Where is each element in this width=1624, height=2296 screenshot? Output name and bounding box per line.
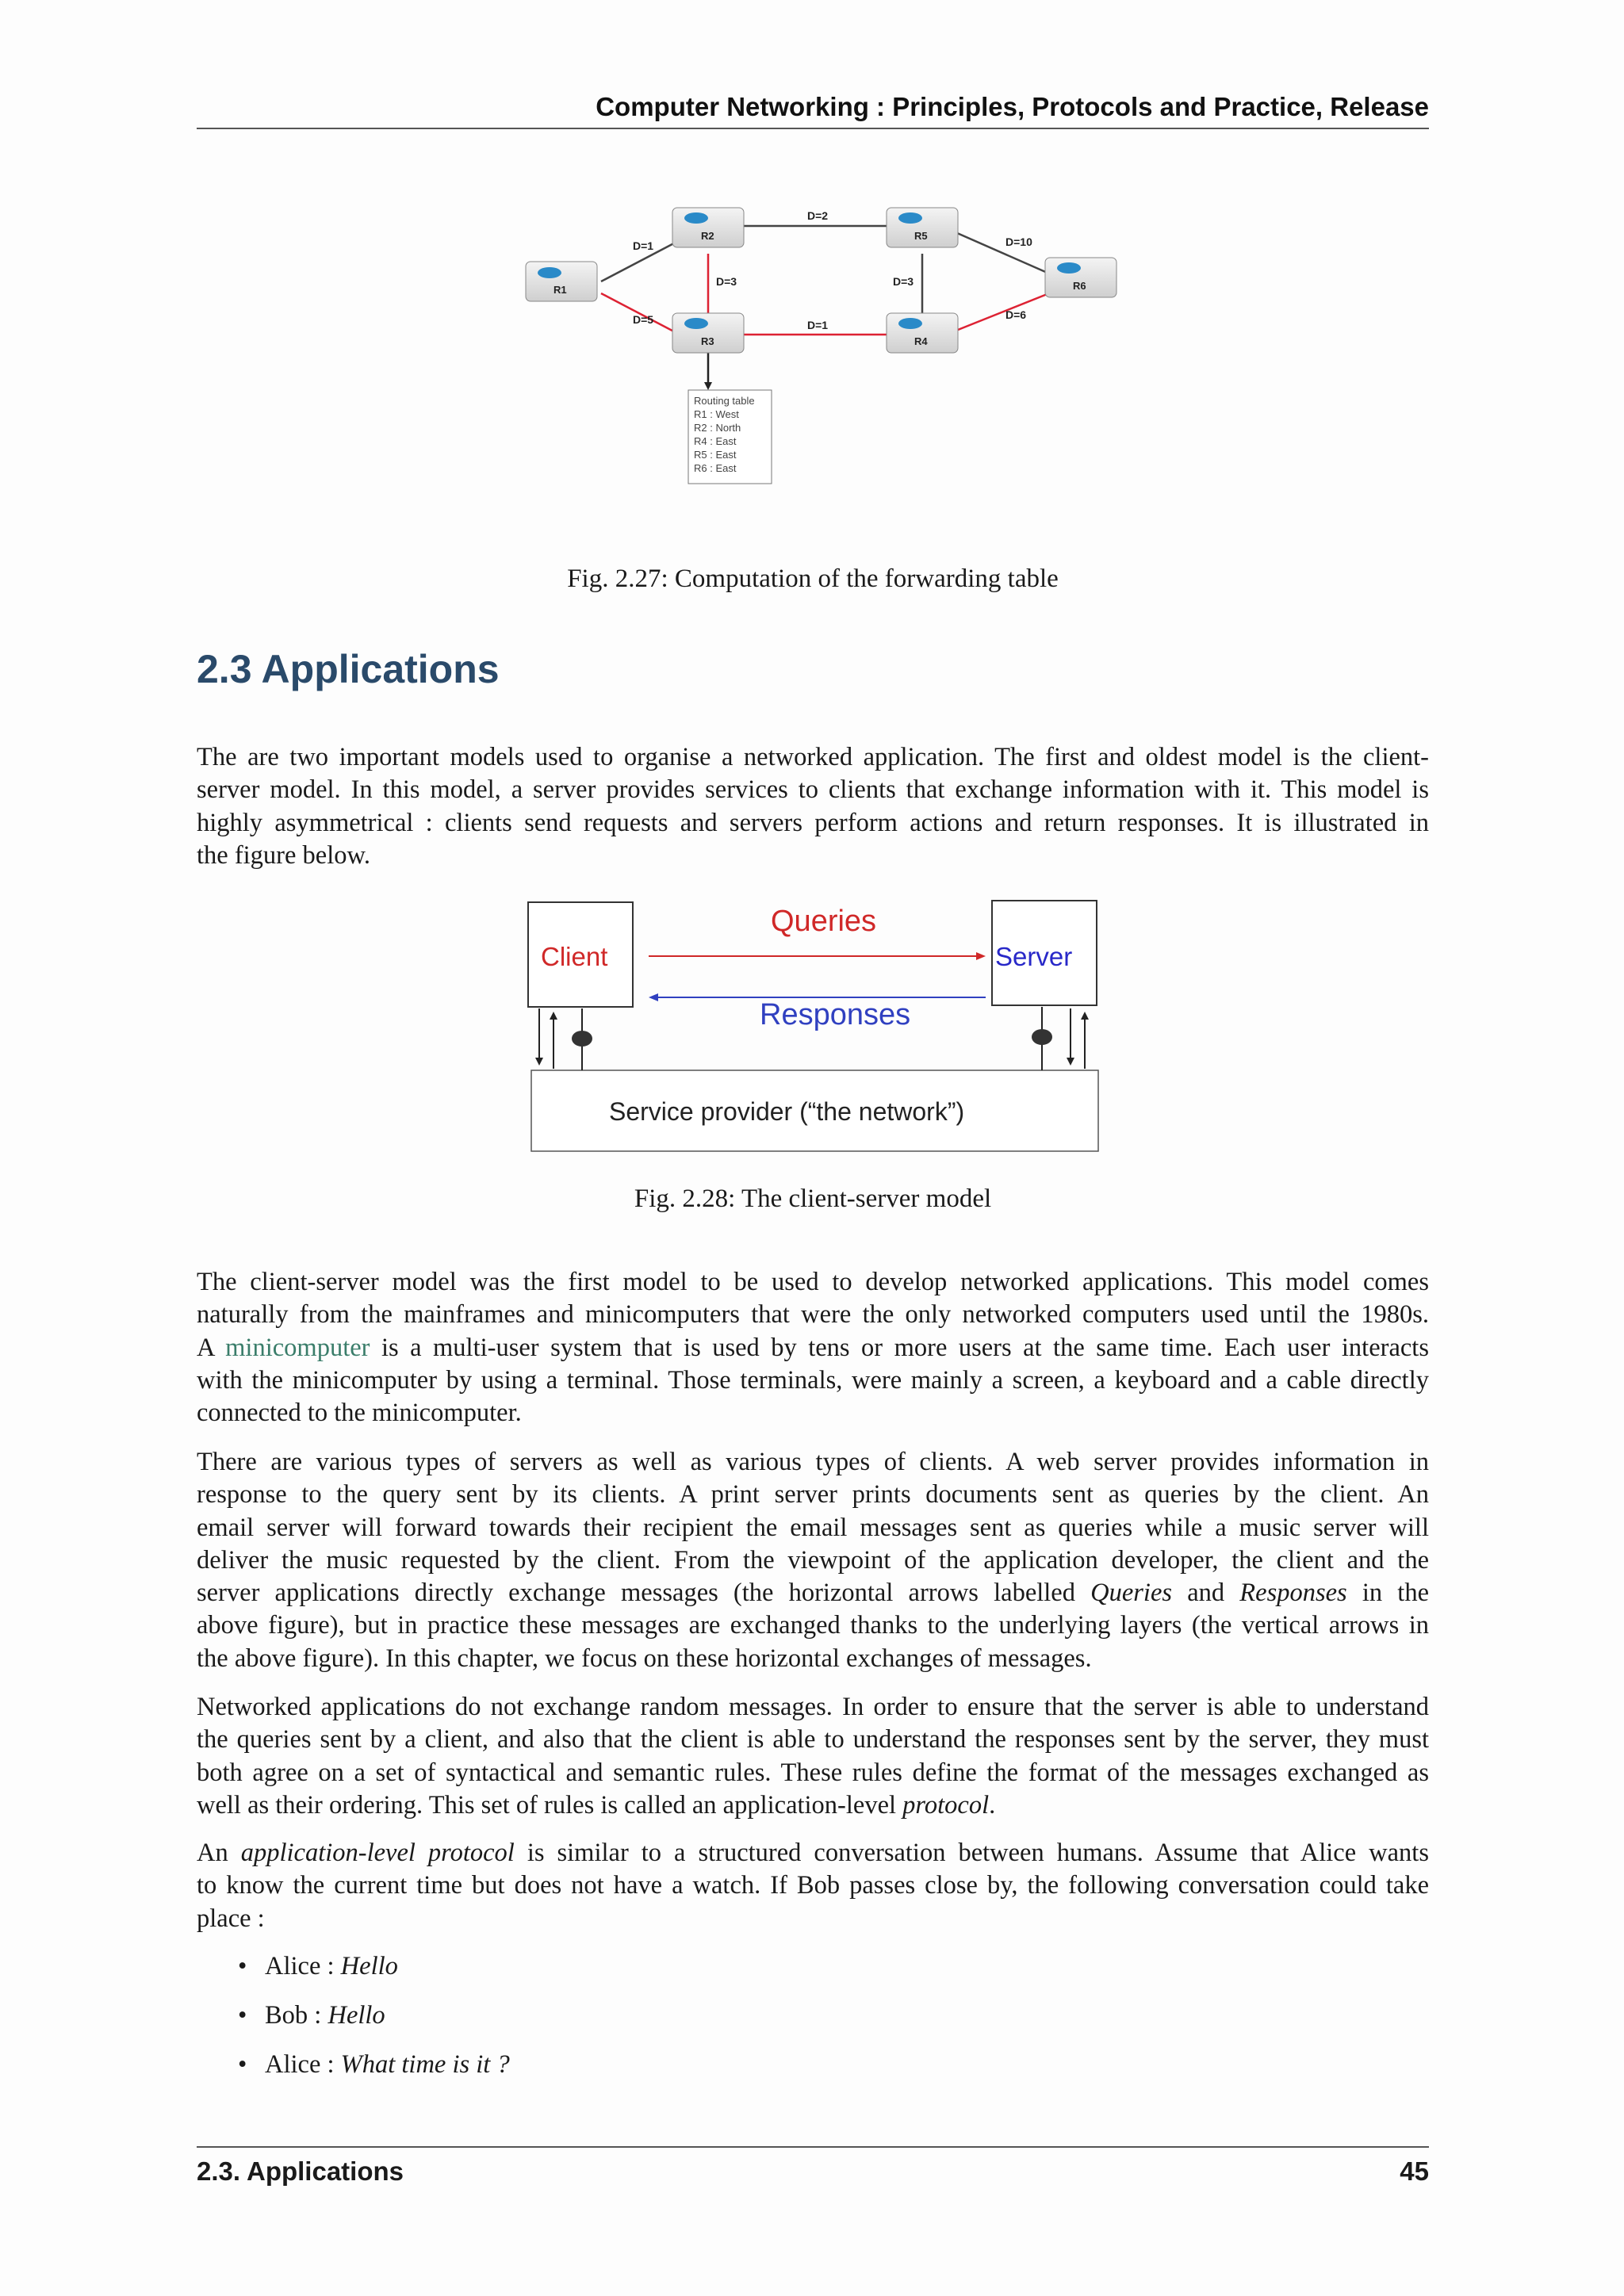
client-label: Client <box>541 942 608 971</box>
text-line: A minicomputer is a multi-user system that is used by tens or more users at the same time. Each user interacts <box>197 1333 1429 1362</box>
link-label: D=2 <box>807 209 829 222</box>
list-item: • Alice : What time is it ? <box>238 2049 510 2098</box>
link-r5-r6 <box>950 230 1049 274</box>
svg-text:R5: R5 <box>914 230 928 242</box>
link-label: D=10 <box>1005 235 1032 248</box>
section-title: 2.3 Applications <box>197 647 500 691</box>
routing-table-row: R2 : North <box>694 422 741 434</box>
link-label: D=3 <box>893 275 914 288</box>
svg-text:R6: R6 <box>1073 280 1086 292</box>
header-rule <box>197 128 1429 129</box>
running-header: Computer Networking : Principles, Protocols and Practice, Release <box>596 92 1429 121</box>
text-line: The are two important models used to organise a networked application. The first and oldest model is the client- <box>197 743 1429 771</box>
svg-text:R2: R2 <box>701 230 714 242</box>
figure-caption-2-27: Fig. 2.27: Computation of the forwarding table <box>567 564 1059 593</box>
service-access-point <box>1032 1029 1052 1045</box>
text-line: the above figure). In this chapter, we focus on these horizontal exchanges of messages. <box>197 1644 1092 1673</box>
text-line: the queries sent by a client, and also that the client is able to understand the responses sent by the server, they must <box>197 1725 1429 1755</box>
text-line: with the minicomputer by using a terminal. Those terminals, were mainly a screen, a keyboard and a cable directly <box>197 1365 1429 1395</box>
text-line: connected to the minicomputer. <box>197 1399 522 1428</box>
page-number: 45 <box>1400 2156 1429 2186</box>
paragraph <box>197 1446 1429 1675</box>
text-line: well as their ordering. This set of rules is called an application-level protocol. <box>197 1790 996 1820</box>
paragraph <box>197 1691 1429 1822</box>
text-line: An application-level protocol is similar to a structured conversation between humans. Assume that Alice wants <box>197 1839 1429 1867</box>
vertical-arrowhead <box>1081 1012 1089 1020</box>
text-line: above figure), but in practice these messages are exchanged thanks to the underlying layers (the vertical arrows in <box>197 1611 1429 1640</box>
text-line: naturally from the mainframes and minicomputers that were the only networked computers used until the 1980s. <box>197 1300 1429 1330</box>
router-r2 <box>672 208 744 247</box>
link-label: D=1 <box>807 319 829 331</box>
vertical-arrowhead <box>1067 1058 1074 1066</box>
service-access-point <box>572 1031 592 1047</box>
routing-table-row: R4 : East <box>694 435 737 447</box>
text-line: both agree on a set of syntactical and semantic rules. These rules define the format of the messages exchanged as <box>197 1758 1429 1787</box>
text-line: the figure below. <box>197 840 370 870</box>
text-line: email server will forward towards their recipient the email messages sent as queries while a music server will <box>197 1513 1429 1542</box>
router-r6 <box>1045 258 1116 297</box>
text-line: response to the query sent by its clients. A print server prints documents sent as queries by the client. An <box>197 1480 1429 1510</box>
svg-text:R3: R3 <box>701 335 714 347</box>
text-line: to know the current time but does not have a watch. If Bob passes close by, the following conversation could take <box>197 1871 1429 1900</box>
list-item: • Alice : Hello <box>238 1950 510 1999</box>
conversation-list <box>238 1950 510 2098</box>
text-line: The client-server model was the first model to be used to develop networked applications. This model comes <box>197 1268 1429 1296</box>
footer-rule <box>197 2146 1429 2148</box>
minicomputer-link[interactable]: minicomputer <box>225 1333 370 1362</box>
paragraph <box>197 1266 1429 1429</box>
text-line: There are various types of servers as well as various types of clients. A web server provides information in <box>197 1448 1429 1476</box>
routing-figure <box>514 182 1307 531</box>
queries-arrowhead <box>976 952 986 960</box>
running-footer <box>197 2156 1429 2187</box>
text-line: server model. In this model, a server provides services to clients that exchange information with it. This model is <box>197 775 1429 805</box>
svg-text:R4: R4 <box>914 335 928 347</box>
responses-label: Responses <box>760 998 911 1031</box>
link-label: D=1 <box>633 239 654 252</box>
svg-text:R1: R1 <box>553 284 567 296</box>
footer-section: 2.3. Applications <box>197 2156 404 2186</box>
router-icon <box>1057 262 1081 274</box>
routing-table-title: Routing table <box>694 395 755 407</box>
routing-table <box>688 390 772 484</box>
router-icon <box>898 318 922 329</box>
routing-table-row: R1 : West <box>694 408 739 420</box>
router-r1 <box>526 262 597 301</box>
routing-table-row: R6 : East <box>694 462 737 474</box>
router-icon <box>684 318 708 329</box>
text-line: highly asymmetrical : clients send requests and servers perform actions and return responses. It is illustrated in <box>197 808 1429 837</box>
router-r4 <box>887 313 958 353</box>
figure-caption-2-28: Fig. 2.28: The client-server model <box>634 1184 992 1213</box>
paragraph <box>197 1837 1429 1935</box>
client-server-figure <box>522 896 1109 1158</box>
router-r3 <box>672 313 744 353</box>
vertical-arrowhead <box>550 1012 557 1020</box>
link-r4-r6 <box>950 293 1049 333</box>
link-label: D=3 <box>716 275 737 288</box>
server-label: Server <box>995 942 1073 971</box>
router-icon <box>898 212 922 224</box>
link-label: D=6 <box>1005 308 1027 321</box>
text-line: deliver the music requested by the client. From the viewpoint of the application developer, the client and the <box>197 1545 1429 1575</box>
service-provider-label: Service provider (“the network”) <box>609 1097 965 1126</box>
arrowhead <box>704 382 712 390</box>
text-line: Networked applications do not exchange random messages. In order to ensure that the server is able to understand <box>197 1693 1429 1721</box>
responses-arrowhead <box>649 993 658 1001</box>
queries-label: Queries <box>771 905 877 938</box>
routing-table-row: R5 : East <box>694 449 737 461</box>
router-r5 <box>887 208 958 247</box>
link-label: D=5 <box>633 313 654 326</box>
paragraph <box>197 741 1429 872</box>
router-icon <box>538 267 561 278</box>
list-item: • Bob : Hello <box>238 1999 510 2049</box>
vertical-arrowhead <box>535 1058 543 1066</box>
text-line: place : <box>197 1904 265 1933</box>
router-icon <box>684 212 708 224</box>
text-line: server applications directly exchange messages (the horizontal arrows labelled Queries and Responses in the <box>197 1578 1429 1608</box>
